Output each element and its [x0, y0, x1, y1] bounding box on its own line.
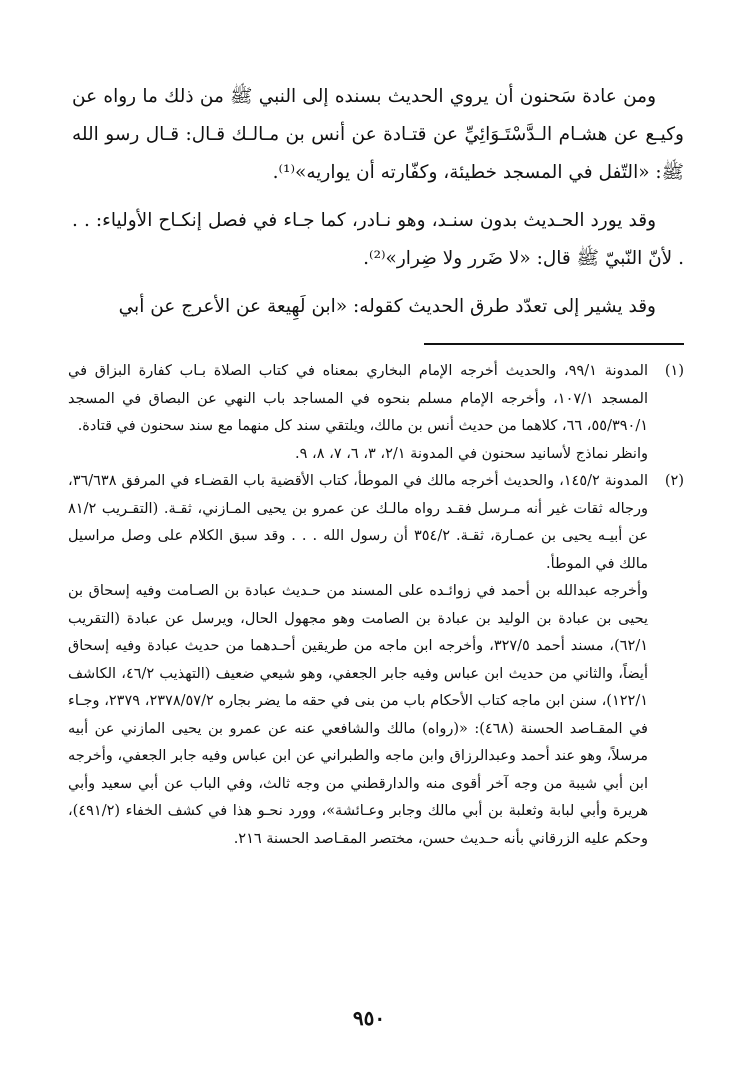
- page-number: ٩٥٠: [352, 1006, 386, 1030]
- footnote-body: [68, 468, 648, 853]
- footnote-number: (١): [664, 363, 684, 379]
- main-text: [72, 78, 684, 336]
- footnote-separator: [424, 343, 684, 345]
- footnote-paragraph: المدونة ١٤٥/٢، والحديث أخرجه مالك في الموطأ، كتاب الأقضية باب القضـاء في المرفق ٣٦/٦٣٨، ورجاله ثقات غير أنه مـرسل فقـد رواه مالـك عن عمرو بن يحيى المـازني، ثقـة. (التقـريب ٨١/٢ عن أبيـه يحيى بن عمـارة، ثقـة. ٣٥٤/٢ أن رسول الله . . . وقد سبق الكلام على وصل مراسيل مالك في الموطأ.: [68, 473, 648, 572]
- main-paragraph-3: وقد يشير إلى تعدّد طرق الحديث كقوله: «ابن لَهِيعة عن الأعرج عن أبي: [118, 296, 656, 317]
- footnote-paragraph: وانظر نماذج لأسانيد سحنون في المدونة ٢/١، ٣، ٦، ٧، ٨، ٩.: [295, 445, 648, 462]
- main-paragraph-1: ومن عادة سَحنون أن يروي الحديث بسنده إلى النبي ﷺ من ذلك ما رواه عن وكيـع عن هشـام الـدَّسْتَـوَائِيِّ عن قتـادة عن أنس بن مـالـك قـال: قـال رسو الله ﷺ: «التّفل في المسجد خطيئة، وكفّارته أن يواريه»⁽¹⁾.: [72, 86, 684, 183]
- footnote-paragraph: وأخرجه عبدالله بن أحمد في زوائـده على المسند من حـديث عبادة بن الصـامت وفيه إسحاق بن يحيى بن عبادة بن الوليد بن عبادة بن الصامت وهو مجهول الحال، ويرسل عن عبادة (التقريب ٦٢/١)، مسند أحمد ٣٢٧/٥، وأخرجه ابن ماجه من طريقين أحـدهما من حديث عبادة وفيه إسحاق أيضاً، والثاني من حديث ابن عباس وفيه جابر الجعفي، وهو شيعي ضعيف (التهذيب ٤٦/٢، الكاشف ١٢٢/١)، سنن ابن ماجه كتاب الأحكام باب من بنى في حقه ما يضر بجاره ٢٣٧٨/٥٧/٢، ٢٣٧٩، وجـاء في المقـاصد الحسنة (٤٦٨): «(رواه) مالك والشافعي عنه عن عمرو بن يحيى المازني عن أبيه مرسلاً، وهو عند أحمد وعبدالرزاق وابن ماجه والطبراني عن ابن عباس وفيه جابر الجعفي، وأخرجه ابن أبي شيبة من وجه آخر أقوى منه والدارقطني من وجه ثالث، وفي الباب عن أبي سعيد وأبي هريرة وأبي لبابة وثعلبة بن أبي مالك وجابر وعـائشة»، وورد نحـو هذا في كشف الخفاء (٤٩١/٢)، وحكم عليه الزرقاني بأنه حـديث حسن، مختصر المقـاصد الحسنة ٢١٦.: [68, 583, 648, 847]
- footnote-paragraph: المدونة ٩٩/١، والحديث أخرجه الإمام البخاري بمعناه في كتاب الصلاة بـاب كفارة البزاق في المسجد ١٠٧/١، وأخرجه الإمام مسلم بنحوه في المساجد باب النهي عن البصاق في المسجد ٥٥/٣٩٠/١، ٦٦، كلاهما من حديث أنس بن مالك، ويلتقي سند كل منهما مع سند سحنون في قتادة.: [68, 363, 648, 434]
- footnote-2: [68, 468, 684, 853]
- main-paragraph-2: وقد يورد الحـديث بدون سنـد، وهو نـادر، كما جـاء في فصل إنكـاح الأولياء: . . . لأنّ النّبيّ ﷺ قال: «لا ضَرر ولا ضِرار»⁽²⁾.: [72, 210, 684, 269]
- footnote-1: [68, 358, 684, 468]
- footnotes: [68, 358, 684, 853]
- footnote-number: (٢): [664, 473, 684, 489]
- footnote-body: [68, 358, 648, 468]
